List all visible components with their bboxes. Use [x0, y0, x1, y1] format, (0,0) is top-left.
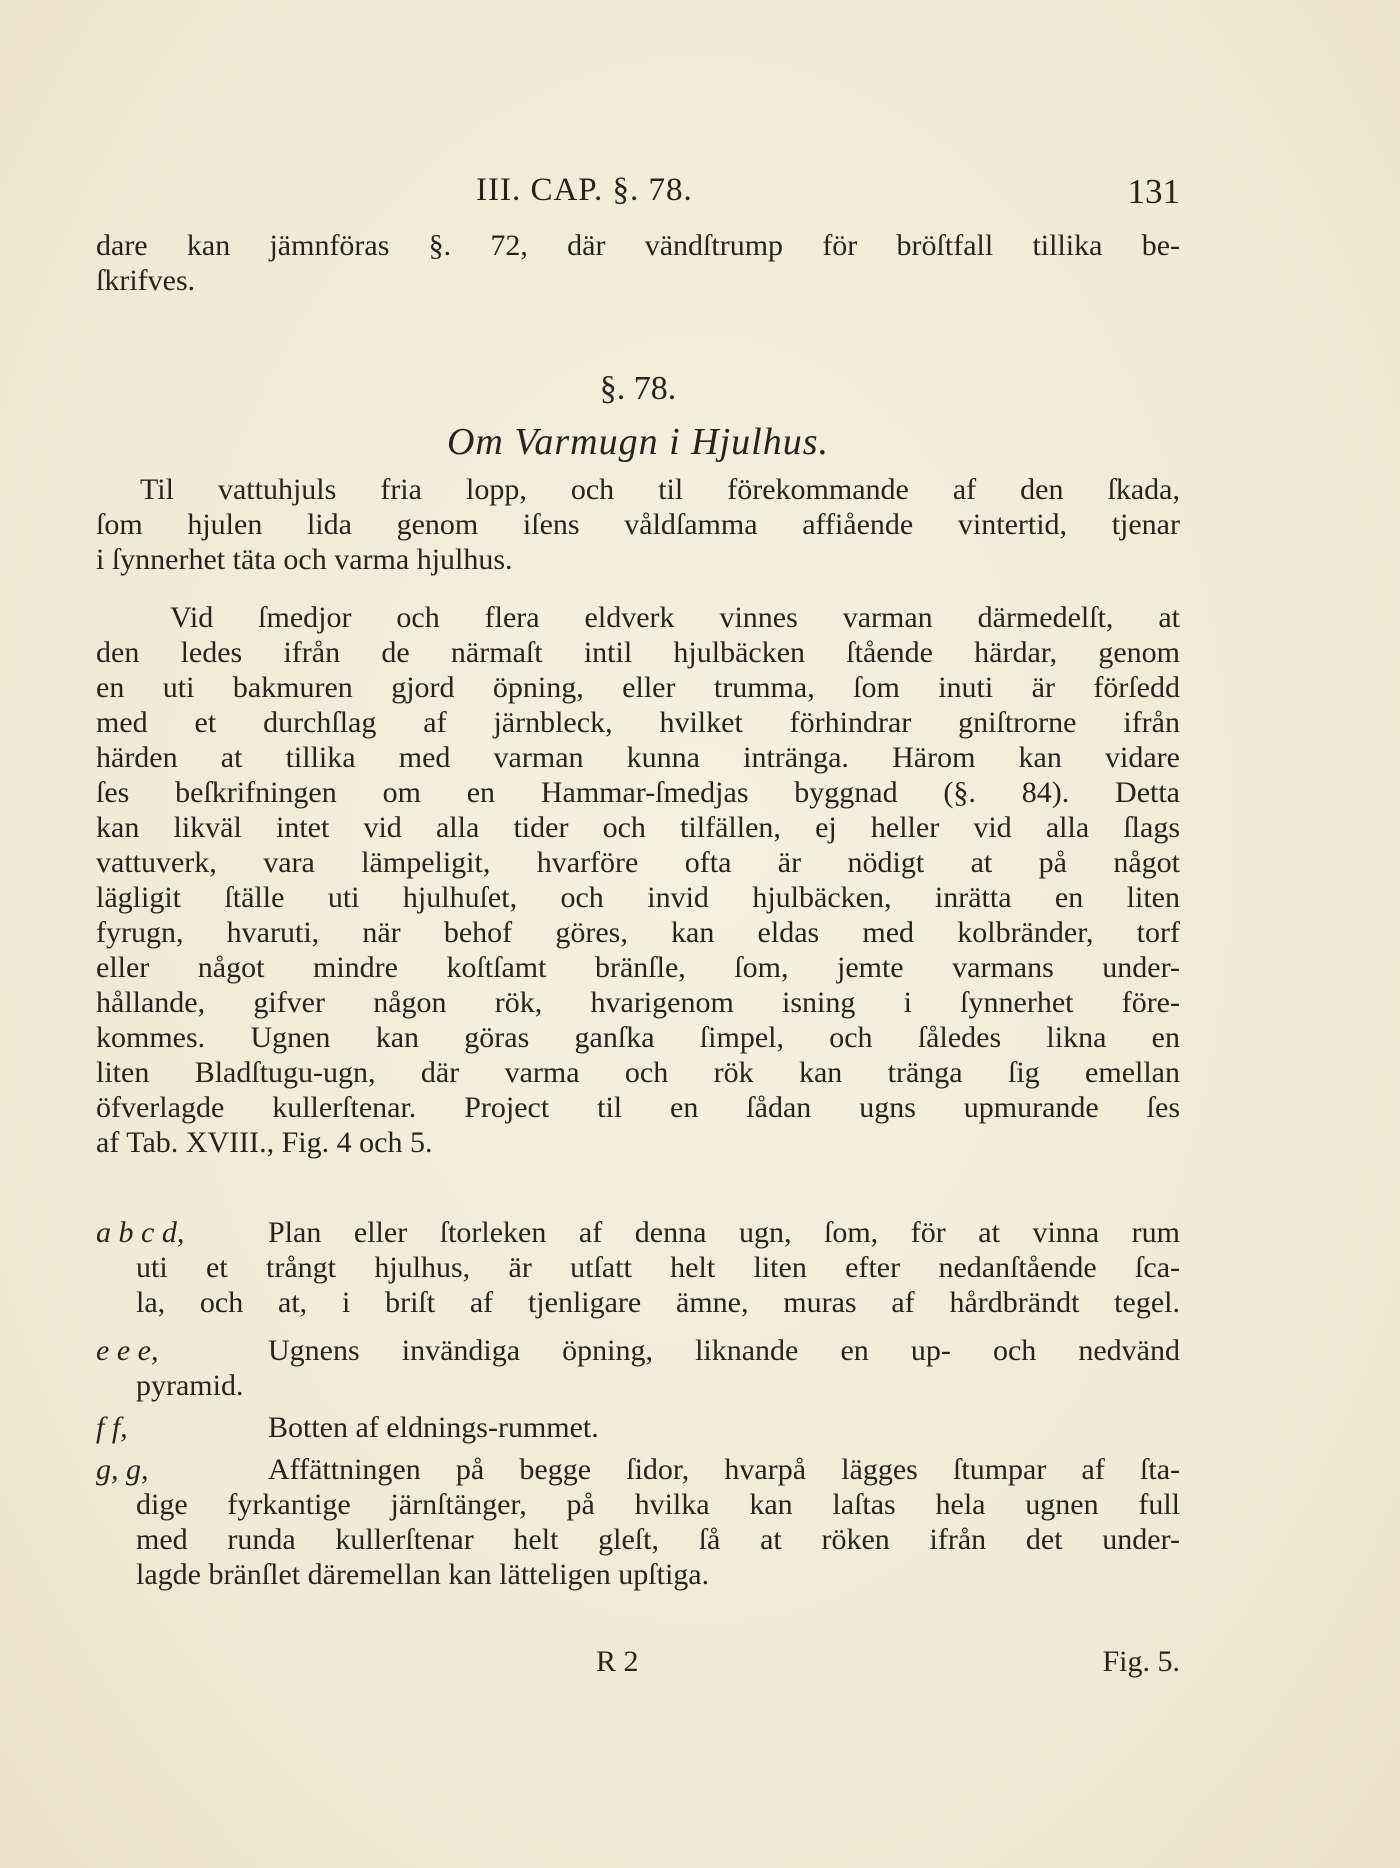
- legend-item-ff: [96, 1410, 1180, 1445]
- text-line: dare kan jämnföras §. 72, där vändſtrump för bröſtfall tillika be-: [96, 229, 1180, 262]
- running-title: III. CAP. §. 78.: [476, 172, 693, 208]
- text-line: med et durchſlag af järnbleck, hvilket förhindrar gniſtrorne ifrån: [96, 706, 1180, 739]
- text-line: lagde bränſlet däremellan kan lätteligen upſtiga.: [136, 1558, 710, 1591]
- page-footer: [96, 1645, 1180, 1685]
- text-line: med runda kullerſtenar helt gleſt, ſå at röken ifrån det under-: [136, 1523, 1180, 1556]
- intro-text: [96, 228, 1180, 298]
- legend-item-gg: [96, 1452, 1180, 1592]
- section-number: §. 78.: [599, 370, 677, 407]
- text-line: uti et trångt hjulhus, är utſatt helt liten efter nedanſtående ſca-: [136, 1251, 1180, 1284]
- text-line: Ugnens invändiga öpning, liknande en up- och nedvänd: [268, 1334, 1180, 1367]
- paragraph-2: [96, 600, 1180, 1160]
- text-line: Vid ſmedjor och flera eldverk vinnes varman därmedelſt, at: [170, 601, 1180, 634]
- text-line: ſes beſkrifningen om en Hammar-ſmedjas byggnad (§. 84). Detta: [96, 776, 1180, 809]
- text-line: pyramid.: [136, 1369, 244, 1402]
- section-title: Om Varmugn i Hjulhus.: [446, 421, 830, 463]
- text-line: ſom hjulen lida genom iſens våldſamma affiående vintertid, tjenar: [96, 508, 1180, 541]
- text-line: dige fyrkantige järnſtänger, på hvilka kan laſtas hela ugnen full: [136, 1488, 1180, 1521]
- paragraph-1: [96, 472, 1180, 577]
- text-line: eller något mindre koſtſamt bränſle, ſom, jemte varmans under-: [96, 951, 1180, 984]
- text-line: kan likväl intet vid alla tider och tilfällen, ej heller vid alla ſlags: [96, 811, 1180, 844]
- page-number: 131: [1127, 172, 1180, 211]
- legend-key: g, g,: [96, 1453, 149, 1486]
- text-line: i ſynnerhet täta och varma hjulhus.: [96, 543, 513, 576]
- text-line: liten Bladſtugu-ugn, där varma och rök kan tränga ſig emellan: [96, 1056, 1180, 1089]
- text-line: la, och at, i briſt af tjenligare ämne, muras af hårdbrändt tegel.: [136, 1286, 1180, 1319]
- legend-key: a b c d,: [96, 1216, 185, 1249]
- text-line: en uti bakmuren gjord öpning, eller trumma, ſom inuti är förſedd: [96, 671, 1180, 704]
- text-line: Botten af eldnings-rummet.: [268, 1411, 599, 1444]
- text-line: hållande, gifver någon rök, hvarigenom isning i ſynnerhet före-: [96, 986, 1180, 1019]
- legend-key: e e e,: [96, 1334, 159, 1367]
- text-line: kommes. Ugnen kan göras ganſka ſimpel, och ſåledes likna en: [96, 1021, 1180, 1054]
- text-line: af Tab. XVIII., Fig. 4 och 5.: [96, 1126, 433, 1159]
- signature-mark: R 2: [596, 1645, 639, 1678]
- text-line: den ledes ifrån de närmaſt intil hjulbäcken ſtående härdar, genom: [96, 636, 1180, 669]
- text-line: Til vattuhjuls fria lopp, och til förekommande af den ſkada,: [140, 473, 1180, 506]
- text-line: lägligit ſtälle uti hjulhuſet, och invid hjulbäcken, inrätta en liten: [96, 881, 1180, 914]
- text-line: öfverlagde kullerſtenar. Project til en ſådan ugns upmurande ſes: [96, 1091, 1180, 1124]
- text-line: ſkrifves.: [96, 264, 196, 297]
- legend-key: f f,: [96, 1411, 128, 1444]
- legend-item-eee: [96, 1333, 1180, 1403]
- text-line: Plan eller ſtorleken af denna ugn, ſom, för at vinna rum: [268, 1216, 1180, 1249]
- legend-item-abcd: [96, 1215, 1180, 1320]
- catchword: Fig. 5.: [1102, 1645, 1180, 1678]
- text-line: härden at tillika med varman kunna intränga. Härom kan vidare: [96, 741, 1180, 774]
- page-header: [96, 172, 1180, 218]
- text-line: Affättningen på begge ſidor, hvarpå lägges ſtumpar af ſta-: [268, 1453, 1180, 1486]
- text-line: fyrugn, hvaruti, när behof göres, kan eldas med kolbränder, torf: [96, 916, 1180, 949]
- text-line: vattuverk, vara lämpeligit, hvarföre ofta är nödigt at på något: [96, 846, 1180, 879]
